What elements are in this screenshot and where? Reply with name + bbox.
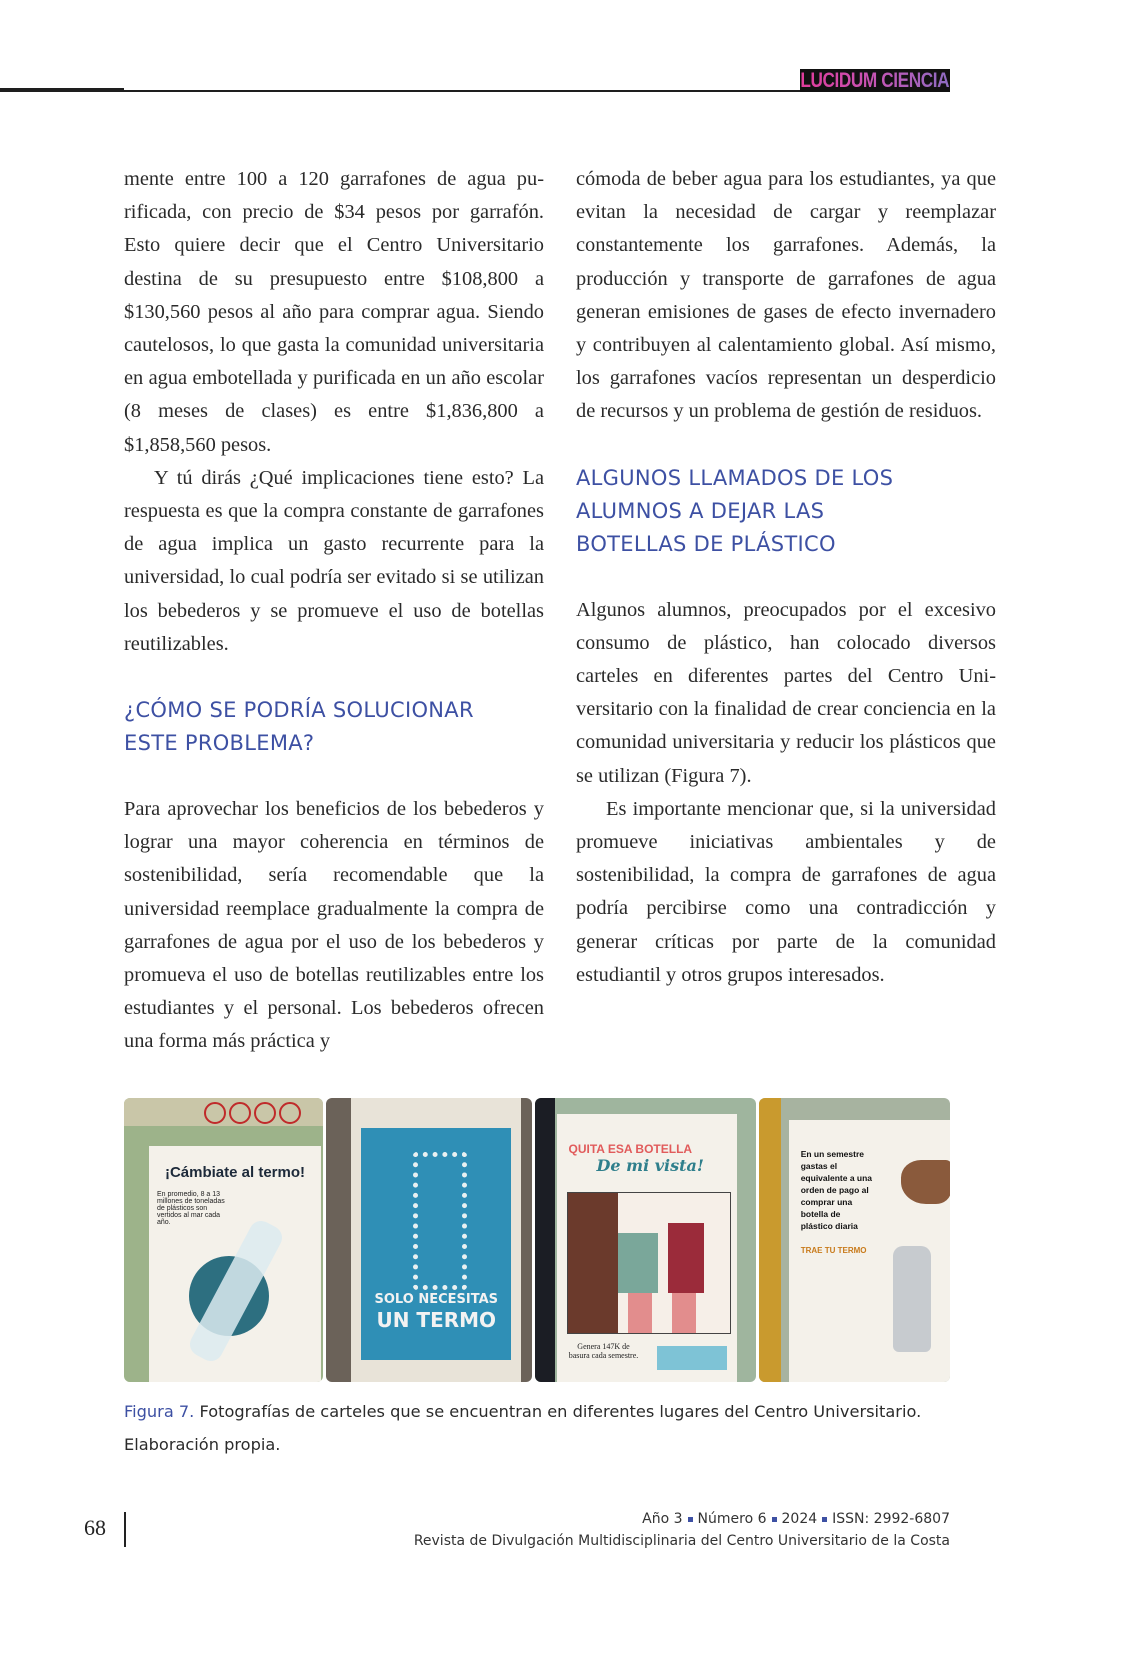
page-number: 68 — [84, 1515, 106, 1540]
paragraph: mente entre 100 a 120 garrafones de agua purificada, con precio de $34 pesos por garrafón. Esto quiere decir que el Centro Universitario destina de su presupuesto entre $108,800 a $130,560 pesos al año para comprar agua. Siendo cautelosos, lo que gasta la comunidad universitaria en agua embotellada y purificada en un año escolar (8 meses de clases) es entre $1,836,800 a $1,858,560 pesos. — [124, 168, 544, 456]
footer-journal: Revista de Divulgación Multidisciplinaria del Centro Universitario de la Costa — [413, 1533, 950, 1549]
section-heading: ALGUNOS LLAMADOS DE LOS ALUMNOS A DEJAR LAS BOTELLAS DE PLÁSTICO — [576, 465, 894, 556]
figure-7-collage — [124, 1098, 950, 1382]
poster-text: En promedio, 8 a 13 millones de toneladas de plásticos son vertidos al mar cada año. — [157, 1191, 225, 1226]
poster-title: En un semestre gastas el equivalente a una orden de pago al comprar una botella de plástico diaria — [800, 1149, 873, 1231]
folio-divider — [124, 1512, 126, 1547]
bottle-illustration — [893, 1246, 931, 1352]
hand-coin-illustration — [901, 1160, 950, 1204]
footer-info — [414, 1508, 950, 1552]
photo-poster-quita-botella — [535, 1098, 756, 1382]
footer-issue: Número 6 — [697, 1511, 767, 1527]
bullet-square-icon — [688, 1517, 693, 1522]
left-column — [124, 163, 544, 1059]
photo-poster-trae-termo — [759, 1098, 950, 1382]
poster-title: QUITA ESA BOTELLA — [568, 1142, 693, 1156]
prohibited-icon — [229, 1102, 251, 1124]
poster-title: SOLO NECESITAS — [374, 1292, 498, 1307]
poster-text: Genera 147K de basura cada semestre. — [568, 1342, 639, 1360]
right-column — [576, 163, 996, 992]
section-heading: ¿CÓMO SE PODRÍA SOLUCIONAR ESTE PROBLEMA? — [124, 698, 474, 756]
photo-poster-termo — [326, 1098, 531, 1382]
bullet-square-icon — [772, 1517, 777, 1522]
caption-text: Fotografías de carteles que se encuentran en diferentes lugares del Centro Universitario. Elaboración propia. — [124, 1402, 922, 1454]
header-rule-thick — [0, 88, 124, 92]
poster-title: ¡Cámbiate al termo! — [164, 1164, 306, 1181]
photo-poster-cambiate — [124, 1098, 323, 1382]
poster-subtitle: TRAE TU TERMO — [800, 1246, 867, 1255]
brand-text: LUCIDUM CIENCIA — [800, 69, 950, 92]
prohibited-icon — [254, 1102, 276, 1124]
people-illustration — [567, 1192, 731, 1334]
footer-year: Año 3 — [642, 1511, 683, 1527]
paragraph: cómoda de beber agua para los estudiantes, ya que evitan la necesidad de cargar y reemplazar constantemente los garrafones. Además, la producción y transporte de garrafones de agua generan emisiones de gases de efecto invernadero y contribuyen al calentamiento global. Así mismo, los garrafones vacíos representan un desperdicio de recursos y un problema de gestión de residuos. — [576, 168, 996, 423]
figure-label: Figura 7. — [124, 1402, 195, 1421]
poster-subtitle: De mi vista! — [596, 1156, 704, 1175]
cuc-logo — [657, 1346, 727, 1370]
figure-caption — [124, 1395, 954, 1461]
paragraph: Algunos alumnos, preocupados por el excesivo consumo de plástico, han colocado diversos carteles en diferentes partes del Centro Universitario con la finalidad de crear conciencia en la comunidad universitaria y reducir los plásticos que se utilizan (Figura 7). — [576, 598, 996, 787]
prohibited-icon — [279, 1102, 301, 1124]
prohibited-icon — [204, 1102, 226, 1124]
paragraph: Y tú dirás ¿Qué implicaciones tiene esto? La respuesta es que la compra constante de garrafones de agua implica un gasto recurrente para la universidad, lo cual podría ser evitado si se utilizan los bebederos y se promueve el uso de botellas reutilizables. — [124, 466, 544, 655]
paragraph: Es importante mencionar que, si la universidad promueve iniciativas ambientales y de sostenibilidad, la compra de garrafones de agua podría percibirse como una contradicción y generar críticas por parte de la comunidad estudiantil y otros grupos interesados. — [576, 797, 996, 986]
poster-subtitle: UN TERMO — [376, 1308, 497, 1332]
footer-issn: ISSN: 2992-6807 — [832, 1511, 950, 1527]
journal-brand — [800, 69, 950, 92]
footer-date: 2024 — [781, 1511, 818, 1527]
thermos-illustration — [413, 1152, 467, 1290]
paragraph: Para aprovechar los beneficios de los bebederos y lograr una mayor coherencia en términos de sostenibilidad, sería recomendable que la universidad reemplace gradualmente la compra de garrafones de agua por el uso de los bebederos y promueva el uso de botellas reutilizables entre los estudiantes y el personal. Los bebederos ofrecen una forma más práctica y — [124, 798, 544, 1053]
bullet-square-icon — [822, 1517, 827, 1522]
